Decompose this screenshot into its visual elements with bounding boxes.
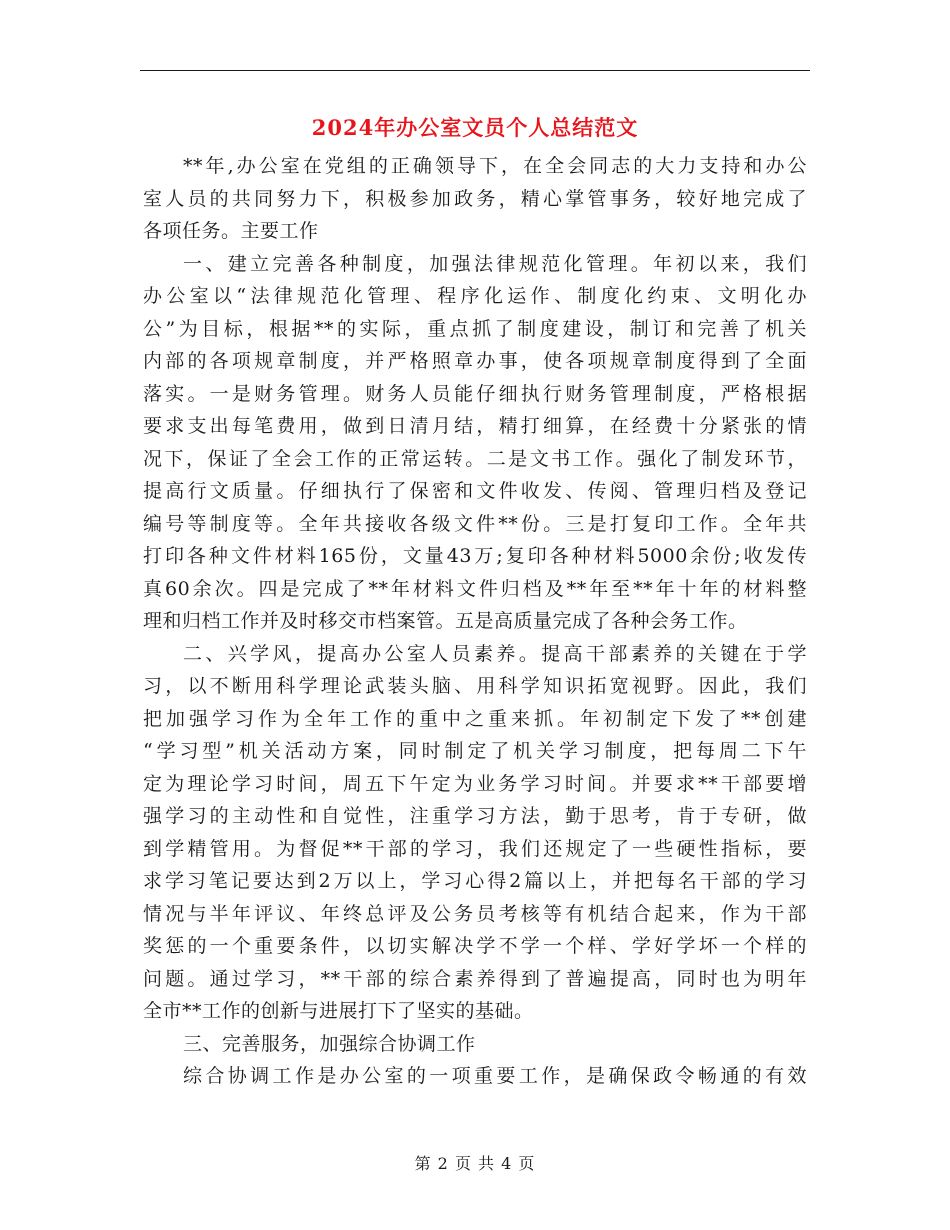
body-line: 提高行文质量。仔细执行了保密和文件收发、传阅、管理归档及登记 bbox=[143, 480, 807, 502]
body-line: 要求支出每笔费用，做到日清月结，精打细算，在经费十分紧张的情 bbox=[143, 415, 807, 437]
body-line: 办公室以“法律规范化管理、程序化运作、制度化约束、文明化办 bbox=[143, 285, 807, 307]
section-heading: 三、完善服务，加强综合协调工作 bbox=[183, 1032, 476, 1055]
body-line: “学习型”机关活动方案，同时制定了机关学习制度，把每周二下午 bbox=[143, 740, 807, 762]
body-line: 定为理论学习时间，周五下午定为业务学习时间。并要求**干部要增 bbox=[143, 772, 807, 795]
body-line: 真60余次。四是完成了**年材料文件归档及**年至**年十年的材料整 bbox=[143, 577, 807, 600]
body-line: 理和归档工作并及时移交市档案管。五是高质量完成了各种会务工作。 bbox=[143, 610, 748, 632]
body-line: 情况与半年评议、年终总评及公务员考核等有机结合起来，作为干部 bbox=[143, 902, 807, 925]
body-line: 求学习笔记要达到2万以上，学习心得2篇以上，并把每名干部的学习 bbox=[143, 870, 807, 892]
body-line: 落实。一是财务管理。财务人员能仔细执行财务管理制度，严格根据 bbox=[143, 382, 807, 405]
document-body bbox=[143, 150, 807, 1093]
document-title: 2024年办公室文员个人总结范文 bbox=[311, 115, 639, 140]
body-line: 公”为目标，根据**的实际，重点抓了制度建设，制订和完善了机关 bbox=[143, 317, 807, 340]
header-rule bbox=[140, 70, 810, 71]
body-line: 习，以不断用科学理论武装头脑、用科学知识拓宽视野。因此，我们 bbox=[143, 675, 807, 697]
body-line: 问题。通过学习，**干部的综合素养得到了普遍提高，同时也为明年 bbox=[143, 967, 807, 990]
body-line: **年,办公室在党组的正确领导下，在全会同志的大力支持和办公 bbox=[183, 155, 807, 177]
body-line: 内部的各项规章制度，并严格照章办事，使各项规章制度得到了全面 bbox=[143, 350, 807, 372]
body-line: 到学精管用。为督促**干部的学习，我们还规定了一些硬性指标，要 bbox=[143, 837, 807, 860]
body-line: 一、建立完善各种制度，加强法律规范化管理。年初以来，我们 bbox=[183, 252, 807, 275]
body-line: 奖惩的一个重要条件，以切实解决学不学一个样、学好学坏一个样的 bbox=[143, 935, 807, 957]
body-line: 把加强学习作为全年工作的重中之重来抓。年初制定下发了**创建 bbox=[143, 707, 807, 730]
body-line: 打印各种文件材料165份，文量43万;复印各种材料5000余份;收发传 bbox=[143, 545, 807, 567]
body-line: 况下，保证了全会工作的正常运转。二是文书工作。强化了制发环节， bbox=[143, 447, 807, 470]
body-line: 室人员的共同努力下，积极参加政务，精心掌管事务，较好地完成了 bbox=[143, 187, 807, 210]
body-line: 编号等制度等。全年共接收各级文件**份。三是打复印工作。全年共 bbox=[143, 512, 807, 535]
body-line: 各项任务。主要工作 bbox=[143, 220, 319, 242]
body-line: 二、兴学风，提高办公室人员素养。提高干部素养的关键在于学 bbox=[183, 642, 807, 665]
body-line: 强学习的主动性和自觉性，注重学习方法，勤于思考，肯于专研，做 bbox=[143, 805, 807, 827]
body-line: 综合协调工作是办公室的一项重要工作，是确保政令畅通的有效 bbox=[183, 1065, 807, 1087]
page-number: 第 2 页 共 4 页 bbox=[414, 1154, 536, 1173]
body-line: 全市**工作的创新与进展打下了坚实的基础。 bbox=[143, 1000, 534, 1022]
